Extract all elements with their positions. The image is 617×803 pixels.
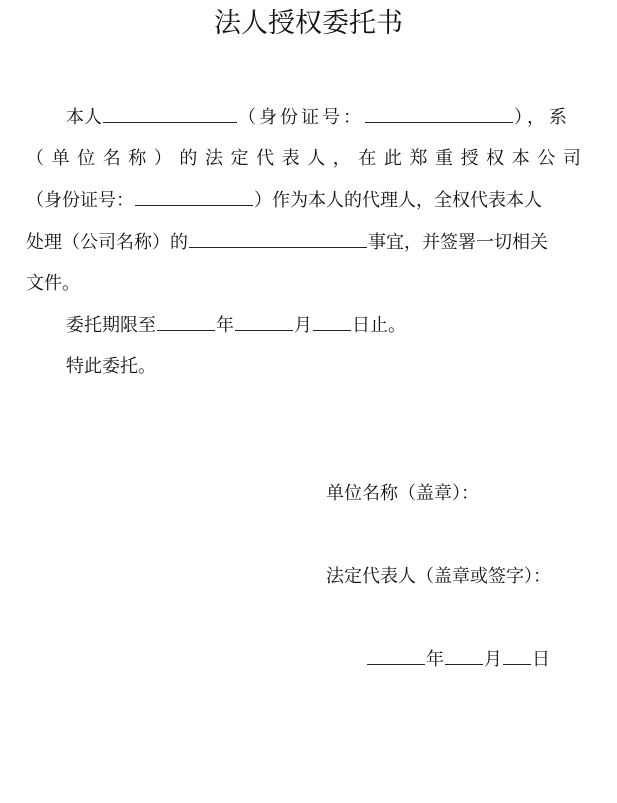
line2-char: 定 xyxy=(230,148,249,169)
term-label: 委托期限至 xyxy=(66,315,156,336)
date-month-label: 月 xyxy=(484,649,502,670)
term-month-blank[interactable] xyxy=(235,329,293,331)
line2-char: 的 xyxy=(179,148,198,169)
line2-char: ） xyxy=(153,148,172,169)
line2-char: 名 xyxy=(102,148,121,169)
term-month-label: 月 xyxy=(294,315,312,336)
line2-char: 郑 xyxy=(409,148,428,169)
line4-suffix: 事宜，并签署一切相关 xyxy=(368,232,548,253)
legal-representative-label: 法定代表人（盖章或签字）： xyxy=(326,566,551,587)
agent-id-blank[interactable] xyxy=(135,204,253,206)
id-number-blank[interactable] xyxy=(365,121,513,123)
term-line xyxy=(26,311,581,341)
document-title: 法人授权委托书 xyxy=(214,8,403,39)
unit-name-seal-label: 单位名称（盖章）： xyxy=(326,483,479,504)
line2-char: 授 xyxy=(460,148,479,169)
line2-char: 公 xyxy=(537,148,556,169)
line2-char: 表 xyxy=(281,148,300,169)
line2-char: 称 xyxy=(128,148,147,169)
company-label: 处理（公司名称）的 xyxy=(26,232,188,253)
line2-char: （ xyxy=(26,148,44,169)
paragraph-line-2 xyxy=(26,144,581,174)
paragraph-line-1 xyxy=(26,103,581,133)
line2-char: 本 xyxy=(511,148,530,169)
line2-char: 单 xyxy=(51,148,70,169)
date-month-blank[interactable] xyxy=(445,663,483,665)
line2-char: 司 xyxy=(562,148,581,169)
paragraph-line-4 xyxy=(26,228,581,258)
paragraph-line-3 xyxy=(26,186,581,216)
line2-char: 位 xyxy=(77,148,96,169)
date-year-label: 年 xyxy=(426,649,444,670)
line2-char: 重 xyxy=(435,148,453,169)
line1-suffix: ），系 xyxy=(514,107,571,128)
line2-char: ， xyxy=(332,148,351,169)
line2-char: 权 xyxy=(486,148,505,169)
company-name-blank[interactable] xyxy=(189,246,367,248)
line2-char: 在 xyxy=(358,148,377,169)
line2-char: 代 xyxy=(256,148,275,169)
date-day-label: 日 xyxy=(532,649,550,670)
name-blank[interactable] xyxy=(103,121,237,123)
term-year-label: 年 xyxy=(216,315,234,336)
date-day-blank[interactable] xyxy=(503,663,531,665)
term-day-label: 日止。 xyxy=(352,315,406,336)
agent-id-label: （身份证号： xyxy=(26,190,134,211)
id-number-label: （身份证号： xyxy=(238,107,364,128)
term-day-blank[interactable] xyxy=(313,329,351,331)
paragraph-line-5: 文件。 xyxy=(26,273,80,294)
term-year-blank[interactable] xyxy=(157,329,215,331)
closing-line: 特此委托。 xyxy=(66,356,156,377)
line3-suffix: ）作为本人的代理人，全权代表本人 xyxy=(254,190,542,211)
line2-char: 法 xyxy=(204,148,223,169)
date-year-blank[interactable] xyxy=(367,663,425,665)
signature-date-line xyxy=(366,645,550,675)
self-label: 本人 xyxy=(66,107,102,128)
line2-char: 人 xyxy=(307,148,326,169)
line2-char: 此 xyxy=(383,148,402,169)
